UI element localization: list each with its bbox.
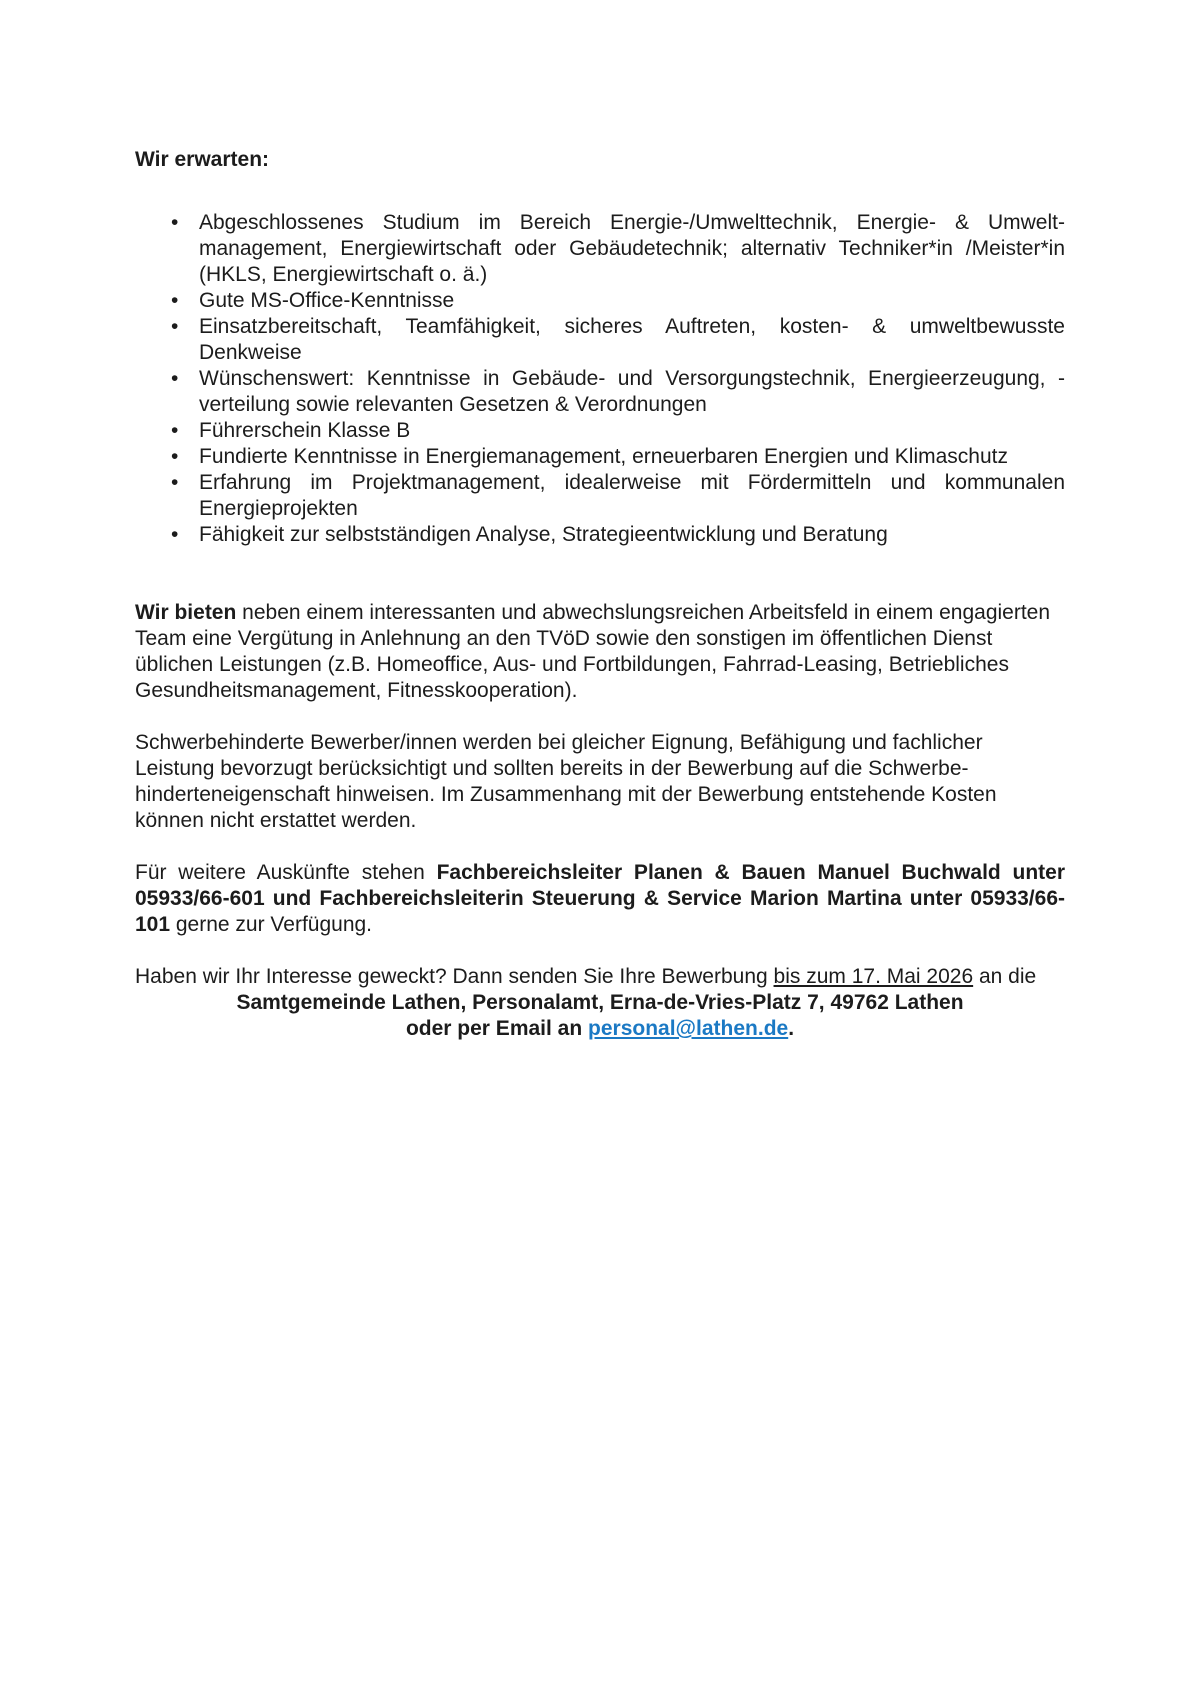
list-item: • Einsatzbereitschaft, Teamfähigkeit, sicheres Auftreten, kosten- & umweltbewusste Denkweise — [135, 314, 1065, 366]
contact-suffix: gerne zur Verfügung. — [170, 913, 373, 936]
list-item: • Fähigkeit zur selbstständigen Analyse, Strategieentwicklung und Beratung — [135, 522, 1065, 548]
contact-paragraph — [135, 860, 1065, 938]
submission-address-line: Samtgemeinde Lathen, Personalamt, Erna-de-Vries-Platz 7, 49762 Lathen — [236, 991, 964, 1014]
list-item: • Fundierte Kenntnisse in Energiemanagement, erneuerbaren Energien und Klimaschutz — [135, 444, 1065, 470]
offer-paragraph — [135, 600, 1065, 704]
offer-lead: Wir bieten — [135, 601, 237, 624]
email-suffix: . — [788, 1017, 795, 1040]
content-area — [135, 147, 1065, 1042]
offer-body: neben einem interessanten und abwechslungsreichen Arbeitsfeld in einem engagierten Team eine Vergütung in Anlehnung an den TVöD sowie den sonstigen im öffentlichen Dienst üblichen Leistungen (z.B. Homeoffice, Aus- und Fortbildungen, Fahrrad-Leasing, Betriebliches Gesundheitsmanagement, Fitnesskooperation). — [135, 601, 1051, 702]
contact-names-bold: Fachbereichsleiter Planen & Bauen Manuel Buchwald unter 05933/66-601 und Fachbereichsleiterin Steuerung & Service Marion Martina unter 05933/66-101 — [135, 861, 1066, 936]
expectations-heading: Wir erwarten: — [135, 148, 270, 171]
list-item: • Gute MS-Office-Kenntnisse — [135, 288, 1065, 314]
list-item: • Abgeschlossenes Studium im Bereich Energie-/Umwelttechnik, Energie- & Umweltmanagement, Energiewirtschaft oder Gebäudetechnik; alternativ Techniker*in /Meister*in (HKLS, Energiewirtschaft o. ä.) — [135, 210, 1065, 288]
list-item: • Wünschenswert: Kenntnisse in Gebäude- und Versorgungstechnik, Energieerzeugung, -verteilung sowie relevanten Gesetzen & Verordnungen — [135, 366, 1065, 418]
closing-prefix: Haben wir Ihr Interesse geweckt? Dann senden Sie Ihre Bewerbung — [135, 965, 774, 988]
application-deadline: bis zum 17. Mai 2026 — [773, 965, 974, 988]
closing-paragraph — [135, 964, 1065, 990]
email-link[interactable]: personal@lathen.de — [588, 1017, 789, 1040]
closing-suffix: an die — [973, 965, 1037, 988]
submission-email-line — [135, 1016, 1065, 1042]
contact-prefix: Für weitere Auskünfte stehen — [135, 861, 437, 884]
list-item: • Erfahrung im Projektmanagement, idealerweise mit Fördermitteln und kommunalen Energieprojekten — [135, 470, 1065, 522]
expectations-list — [135, 210, 1065, 548]
email-prefix: oder per Email an — [405, 1017, 589, 1040]
list-item: • Führerschein Klasse B — [135, 418, 1065, 444]
disability-paragraph: Schwerbehinderte Bewerber/innen werden bei gleicher Eignung, Befähigung und fachlicher Leistung bevorzugt berücksichtigt und sollten bereits in der Bewerbung auf die Schwerbehinderteneigenschaft hinweisen. Im Zusammenhang mit der Bewerbung entstehende Kosten können nicht erstattet werden. — [135, 731, 997, 832]
